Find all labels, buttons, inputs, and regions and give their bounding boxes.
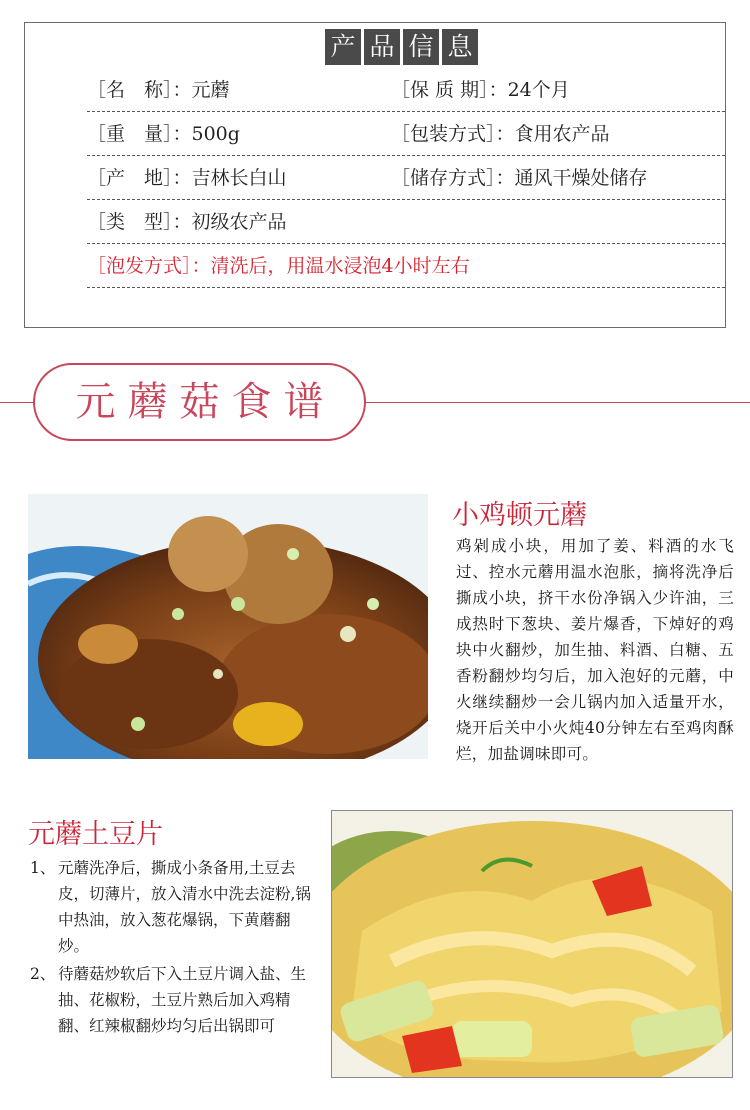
- recipe2-title: 元蘑土豆片: [28, 819, 163, 850]
- recipe2-step: [30, 855, 320, 959]
- info-row: [87, 201, 725, 244]
- product-info-box: [24, 22, 726, 328]
- info-shelf-life: ［保 质 期］：24个月: [391, 79, 570, 101]
- recipe1-title: 小鸡顿元蘑: [452, 500, 587, 531]
- info-row-soak: [87, 245, 725, 288]
- step-number: 2、: [30, 965, 56, 983]
- title-char: 品: [364, 29, 400, 65]
- section-heading: [33, 363, 366, 441]
- info-weight: ［重 量］：500g: [87, 123, 240, 145]
- info-row: [87, 69, 725, 112]
- step-text: 元蘑洗净后，撕成小条备用,土豆去皮，切薄片，放入清水中洗去淀粉,锅中热油，放入葱花爆锅，下黄蘑翻炒。: [58, 859, 311, 955]
- info-row: [87, 157, 725, 200]
- info-packaging: ［包装方式］：食用农产品: [391, 123, 610, 145]
- info-origin: ［产 地］：吉林长白山: [87, 167, 287, 189]
- info-name: ［名 称］：元蘑: [87, 79, 230, 101]
- title-char: 信: [403, 29, 439, 65]
- potato-mushroom-dish-photo: [331, 810, 733, 1078]
- step-text: 待蘑菇炒软后下入土豆片调入盐、生抽、花椒粉，土豆片熟后加入鸡精翻、红辣椒翻炒均匀后出锅即可: [58, 965, 307, 1035]
- title-char: 产: [325, 29, 361, 65]
- recipe2-steps: [30, 855, 320, 1041]
- recipe2-step: [30, 961, 320, 1039]
- recipe1-instructions: 鸡剁成小块，用加了姜、料酒的水飞过、控水元蘑用温水泡胀，摘将洗净后撕成小块，挤干水份净锅入少许油，三成热时下葱块、姜片爆香，下焯好的鸡块中火翻炒，加生抽、料酒、白糖、五香粉翻炒均匀后，加入泡好的元蘑，中火继续翻炒一会儿锅内加入适量开水，烧开后关中小火炖40分钟左右至鸡肉酥烂，加盐调味即可。: [456, 537, 734, 763]
- product-info-title: [323, 29, 480, 65]
- chicken-mushroom-dish-photo-art: [28, 494, 428, 759]
- info-row: [87, 113, 725, 156]
- title-char: 息: [442, 29, 478, 65]
- info-storage: ［储存方式］：通风干燥处储存: [391, 167, 648, 189]
- chicken-mushroom-dish-photo: [28, 494, 428, 759]
- info-soak-method: ［泡发方式］：清洗后，用温水浸泡4小时左右: [87, 255, 470, 277]
- info-type: ［类 型］：初级农产品: [87, 211, 287, 233]
- section-heading-text: 元蘑菇食谱: [75, 379, 336, 425]
- step-number: 1、: [30, 859, 56, 877]
- potato-mushroom-dish-photo-art: [332, 811, 732, 1077]
